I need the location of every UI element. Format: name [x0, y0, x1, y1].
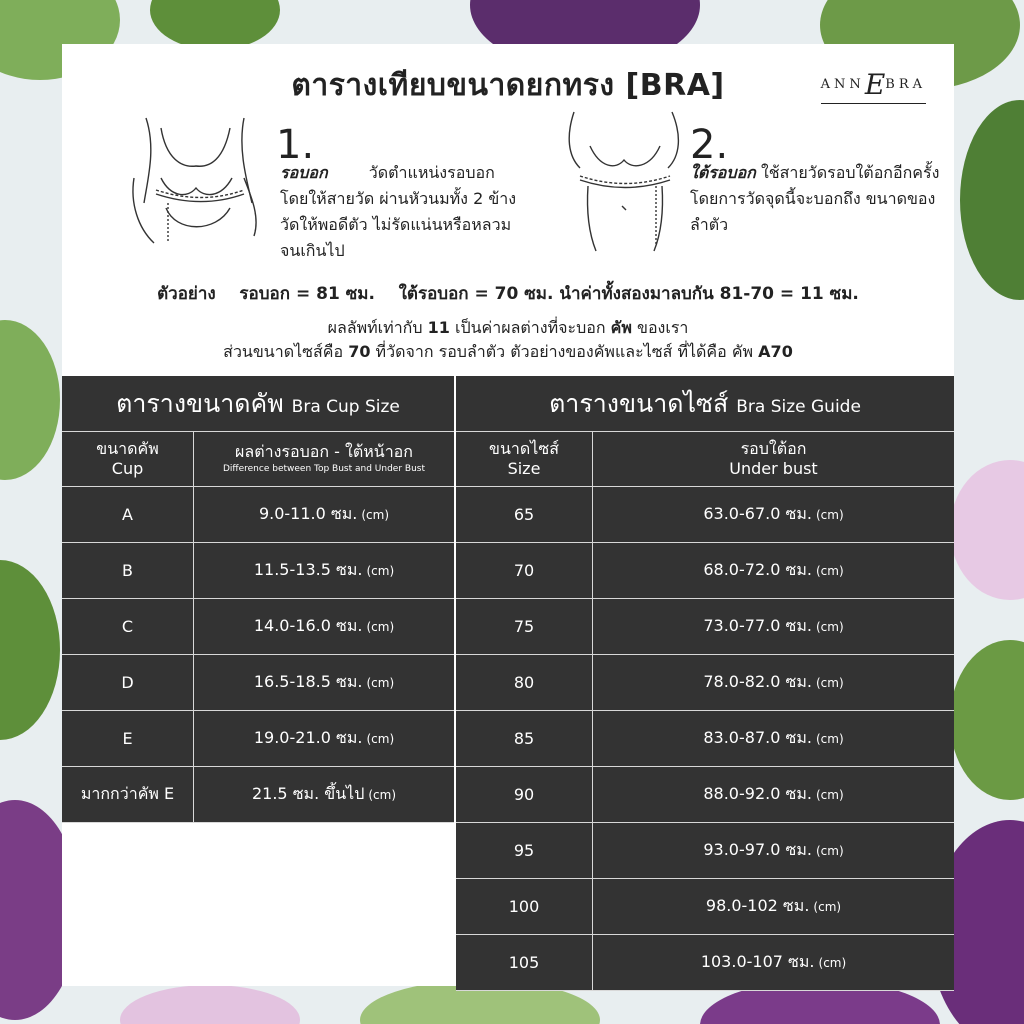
size-guide-table — [456, 376, 954, 991]
size-range-cell: 68.0-72.0 ซม. (cm) — [703, 560, 844, 579]
table-row — [62, 543, 454, 599]
table-row — [62, 655, 454, 711]
difference-column-header: ผลต่างรอบอก - ใต้หน้าอก Difference between Top Bust and Under Bust — [222, 442, 426, 474]
size-cell: 65 — [456, 487, 593, 542]
size-cell: 105 — [456, 935, 593, 990]
cup-range-cell: 9.0-11.0 ซม. (cm) — [258, 504, 390, 523]
cup-cell: มากกว่าคัพ E — [62, 767, 194, 822]
cup-column-header: ขนาดคัพ Cup — [62, 432, 194, 486]
page-title: ตารางเทียบขนาดยกทรง [BRA] — [291, 68, 725, 103]
step-2-label: ใต้รอบอก — [690, 163, 756, 182]
table-row — [456, 935, 954, 991]
cup-range-cell: 14.0-16.0 ซม. (cm) — [253, 616, 395, 635]
underbust-column-header: รอบใต้อก Under bust — [729, 439, 818, 478]
step-2-description: ใต้รอบอก ใช้สายวัดรอบใต้อกอีกครั้ง โดยการวัดจุดนี้จะบอกถึง ขนาดของ ลำตัว — [690, 163, 940, 234]
table-row — [456, 879, 954, 935]
size-range-cell: 83.0-87.0 ซม. (cm) — [703, 728, 844, 747]
cup-cell: A — [62, 487, 194, 542]
table-row — [62, 711, 454, 767]
table-row — [62, 487, 454, 543]
size-range-cell: 93.0-97.0 ซม. (cm) — [703, 840, 844, 859]
table-row — [456, 767, 954, 823]
size-range-cell: 88.0-92.0 ซม. (cm) — [703, 784, 844, 803]
cup-table-header-row — [62, 432, 454, 487]
cup-cell: E — [62, 711, 194, 766]
brand-logo: ANNEBRA — [821, 68, 926, 104]
size-table-header-row — [456, 432, 954, 487]
cup-range-cell: 16.5-18.5 ซม. (cm) — [253, 672, 395, 691]
size-cell: 75 — [456, 599, 593, 654]
cup-range-cell: 11.5-13.5 ซม. (cm) — [253, 560, 395, 579]
underbust-measurement-illustration — [560, 106, 690, 256]
size-range-cell: 98.0-102 ซม. (cm) — [705, 896, 842, 915]
cup-range-cell: 19.0-21.0 ซม. (cm) — [253, 728, 395, 747]
step-1-label: รอบอก — [280, 163, 328, 182]
cup-cell: C — [62, 599, 194, 654]
size-range-cell: 63.0-67.0 ซม. (cm) — [703, 504, 844, 523]
size-cell: 100 — [456, 879, 593, 934]
size-cell: 80 — [456, 655, 593, 710]
size-cell: 95 — [456, 823, 593, 878]
table-row — [456, 487, 954, 543]
measurement-example: ตัวอย่าง รอบอก = 81 ซม. ใต้รอบอก = 70 ซม. นำค่าทั้งสองมาลบกัน 81-70 = 11 ซม. — [157, 284, 859, 304]
table-row — [62, 599, 454, 655]
table-row — [456, 655, 954, 711]
table-row — [456, 711, 954, 767]
cup-cell: D — [62, 655, 194, 710]
cup-cell: B — [62, 543, 194, 598]
bust-measurement-illustration — [126, 108, 276, 248]
size-cell: 85 — [456, 711, 593, 766]
size-range-cell: 73.0-77.0 ซม. (cm) — [703, 616, 844, 635]
step-1-description: รอบอก วัดตำแหน่งรอบอก โดยให้สายวัด ผ่านหัวนมทั้ง 2 ข้าง วัดให้พอดีตัว ไม่รัดแน่นหรือหลวม จนเกินไป — [280, 163, 517, 260]
size-column-header: ขนาดไซส์ Size — [456, 432, 593, 486]
size-range-cell: 78.0-82.0 ซม. (cm) — [703, 672, 844, 691]
table-row — [456, 543, 954, 599]
table-row — [62, 767, 454, 823]
result-note-line-1: ผลลัพท์เท่ากับ 11 เป็นค่าผลต่างที่จะบอก คัพ ของเรา — [327, 318, 689, 337]
table-row — [456, 823, 954, 879]
step-2-number: 2. — [690, 122, 729, 168]
size-table-title: ตารางขนาดไซส์ Bra Size Guide — [456, 376, 954, 432]
table-row — [456, 599, 954, 655]
cup-table-title: ตารางขนาดคัพ Bra Cup Size — [62, 376, 454, 432]
size-range-cell: 103.0-107 ซม. (cm) — [700, 952, 847, 971]
cup-range-cell: 21.5 ซม. ขึ้นไป (cm) — [251, 784, 397, 803]
size-cell: 70 — [456, 543, 593, 598]
step-1-number: 1. — [276, 122, 315, 168]
cup-size-table — [62, 376, 454, 823]
result-note-line-2: ส่วนขนาดไซส์คือ 70 ที่วัดจาก รอบลำตัว ตัวอย่างของคัพและไซส์ ที่ได้คือ คัพ A70 — [223, 342, 793, 361]
size-cell: 90 — [456, 767, 593, 822]
